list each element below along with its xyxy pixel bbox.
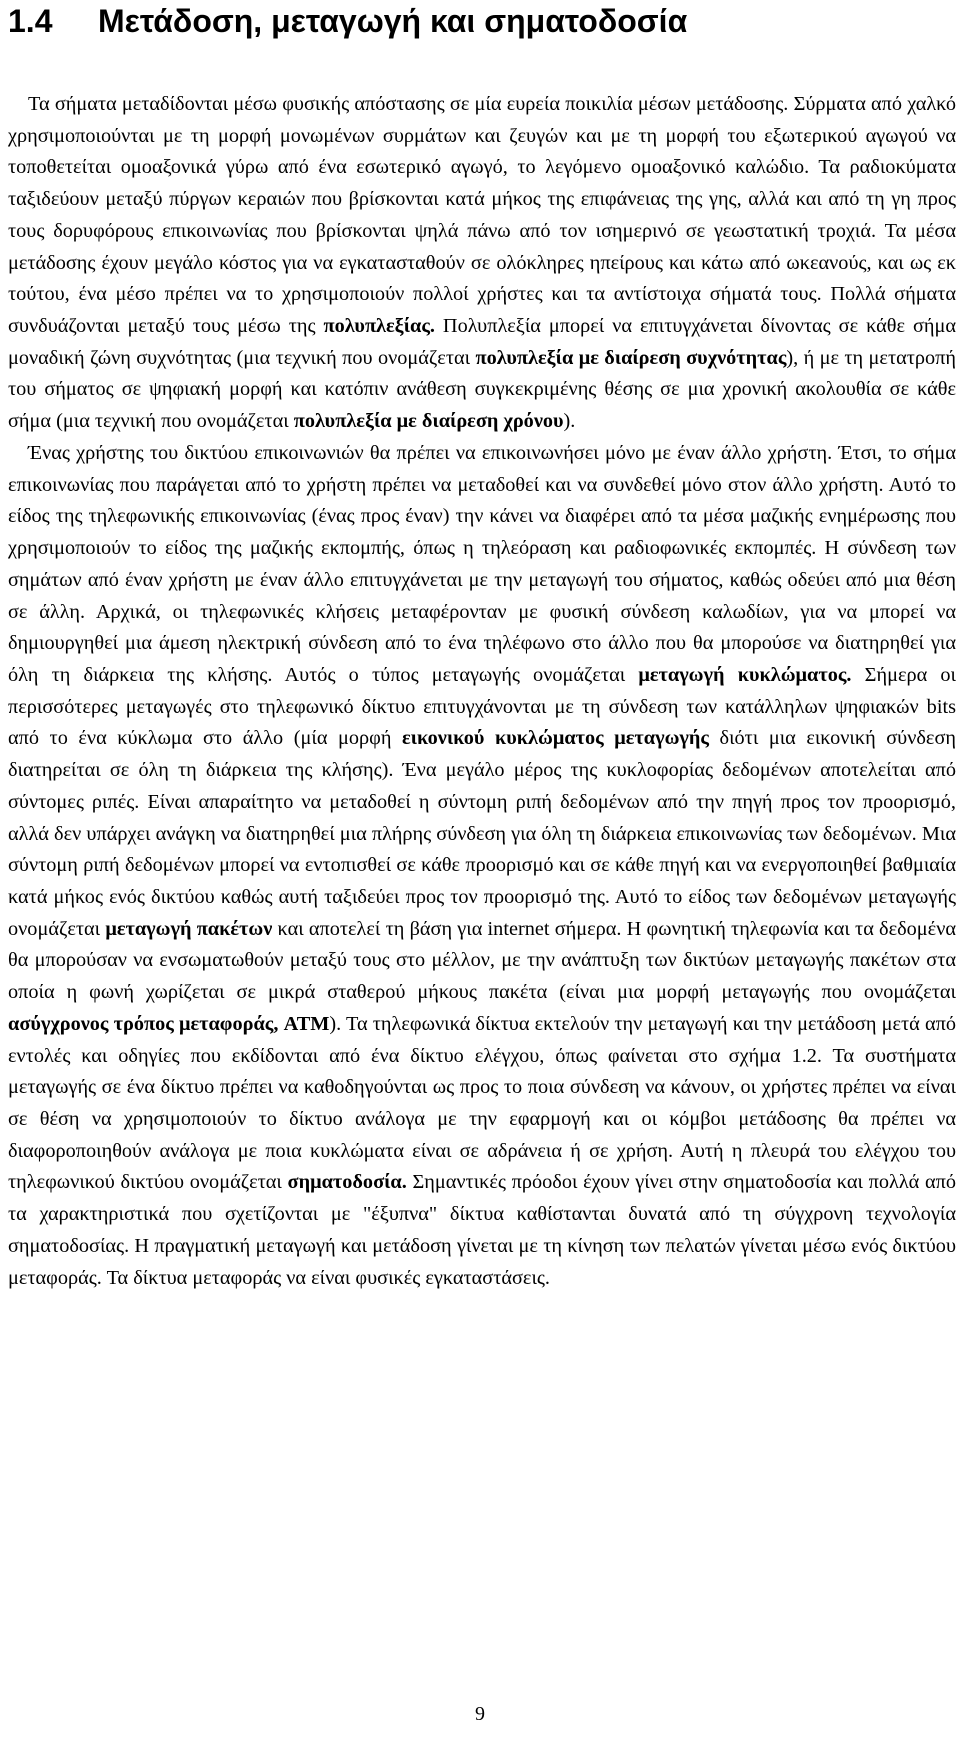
- text-run: Σημαντικές πρόοδοι έχουν γίνει στην σηματοδοσία και πολλά από τα χαρακτηριστικά που σχετίζονται με "έξυπνα" δίκτυα καθίστανται δυνατά από τη σύγχρονη τεχνολογία σηματοδοσίας. Η πραγματική μεταγωγή και μετάδοση γίνεται με τη κίνηση των πελατών γίνεται μέσω ενός δικτύου μεταφοράς. Τα δίκτυα μεταφοράς να είναι φυσικές εγκαταστάσεις.: [8, 1171, 956, 1289]
- text-run: ). Τα τηλεφωνικά δίκτυα εκτελούν την μεταγωγή και την μετάδοση μετά από εντολές και οδηγίες που εκδίδονται από ένα δίκτυο ελέγχου, όπως φαίνεται στο σχήμα 1.2. Τα συστήματα μεταγωγής σε ένα δίκτυο πρέπει να καθοδηγούνται ως προς το ποια σύνδεση να κάνουν, οι χρήστες πρέπει να είναι σε θέση να χρησιμοποιούν το δίκτυο ανάλογα με την εφαρμογή και οι κόμβοι μετάδοσης θα πρέπει να διαφοροποιηθούν ανάλογα με ποια κυκλώματα είναι σε αδράνεια ή σε χρήση. Αυτή η πλευρά του ελέγχου του τηλεφωνικού δικτύου ονομάζεται: [8, 1012, 956, 1194]
- term-signaling: σηματοδοσία.: [287, 1171, 407, 1194]
- text-run: Ένας χρήστης του δικτύου επικοινωνιών θα πρέπει να επικοινωνήσει μόνο με έναν άλλο χρήστη. Έτσι, το σήμα επικοινωνίας που παράγεται από το χρήστη πρέπει να μεταδοθεί και να συνδεθεί μόνο στον άλλο χρήστη. Αυτό το είδος της τηλεφωνικής επικοινωνίας (ένας προς έναν) την κάνει να διαφέρει από τα μέσα μαζικής ενημέρωσης που χρησιμοποιούν το είδος της μαζικής εκπομπής, όπως η τηλεόραση και ραδιοφωνικές εκπομπές. Η σύνδεση των σημάτων από έναν χρήστη με έναν άλλο επιτυγχάνεται με την μεταγωγή του σήματος, καθώς οδεύει από μια θέση σε άλλη. Αρχικά, οι τηλεφωνικές κλήσεις μεταφέρονταν με φυσική σύνδεση καλωδίων, για να μπορεί να δημιουργηθεί μια άμεση ηλεκτρική σύνδεση από το ένα τηλέφωνο στο άλλο που θα μπορούσε να διατηρηθεί για όλη τη διάρκεια της κλήσης. Αυτός ο τύπος μεταγωγής ονομάζεται: [8, 441, 956, 686]
- text-run: Σήμερα οι περισσότερες μεταγωγές στο τηλεφωνικό δίκτυο επιτυγχάνονται με τη σύνδεση των κατάλληλων ψηφιακών bits από το ένα κύκλωμα στο άλλο (μία μορφή: [8, 663, 956, 750]
- section-heading: [8, 0, 956, 49]
- paragraph-transmission: [8, 89, 956, 438]
- term-circuit-switching: μεταγωγή κυκλώματος.: [638, 663, 852, 686]
- text-run: ).: [563, 410, 576, 433]
- term-tdm: πολυπλεξία με διαίρεση χρόνου: [293, 410, 564, 433]
- text-run: διότι μια εικονική σύνδεση διατηρείται σε όλη τη διάρκεια της κλήσης). Ένα μεγάλο μέρος της κυκλοφορίας δεδομένων αποτελείται από σύντομες ριπές. Είναι απαραίτητο να μεταδοθεί η σύντομη ριπή δεδομένων από την πηγή προς τον προορισμό, αλλά δεν υπάρχει ανάγκη να διατηρηθεί μια πλήρης σύνδεση για όλη τη διάρκεια επικοινωνίας των δεδομένων. Μια σύντομη ριπή δεδομένων μπορεί να εντοπισθεί σε κάθε προορισμό και σε κάθε πηγή και να ενεργοποιηθεί βαθμιαία κατά μήκος ενός δικτύου καθώς αυτή ταξιδεύει προς τον προορισμό της. Αυτό το είδος των δεδομένων μεταγωγής ονομάζεται: [8, 727, 956, 940]
- term-packet-switching: μεταγωγή πακέτων: [105, 917, 273, 940]
- term-atm: ασύγχρονος τρόπος μεταφοράς, ATM: [8, 1012, 330, 1035]
- text-run: ), ή με τη μετατροπή του σήματος σε ψηφιακή μορφή και κατόπιν ανάθεση συγκεκριμένης θέσης σε μια χρονική ακολουθία σε κάθε σήμα (μια τεχνική που ονομάζεται: [8, 346, 956, 433]
- text-run: Τα σήματα μεταδίδονται μέσω φυσικής απόστασης σε μία ευρεία ποικιλία μέσων μετάδοσης. Σύρματα από χαλκό χρησιμοποιούνται με τη μορφή μονωμένων συρμάτων και ζευγών και με τη μορφή του εξωτερικού αγωγού να τοποθετείται ομοαξονικά γύρω από ένα εσωτερικό αγωγό, το λεγόμενο ομοαξονικό καλώδιο. Τα ραδιοκύματα ταξιδεύουν μεταξύ πύργων κεραιών που βρίσκονται κατά μήκος της επιφάνειας της γης, αλλά και από τη γη προς τους δορυφόρους επικοινωνίας που βρίσκονται ψηλά πάνω από τον ισημερινό σε γεωστατική τροχιά. Τα μέσα μετάδοσης έχουν μεγάλο κόστος για να εγκατασταθούν σε ολόκληρες ηπείρους και κάτω από ωκεανούς, και ως εκ τούτου, ένα μέσο πρέπει να το χρησιμοποιούν πολλοί χρήστες και τα αντίστοιχα σήματά τους. Πολλά σήματα συνδυάζονται μεταξύ τους μέσω της: [8, 93, 956, 338]
- term-fdm: πολυπλεξία με διαίρεση συχνότητας: [475, 346, 787, 369]
- text-run: Πολυπλεξία μπορεί να επιτυγχάνεται δίνοντας σε κάθε σήμα μοναδική ζώνη συχνότητας (μια τεχνική που ονομάζεται: [8, 315, 957, 369]
- page-number: 9: [475, 1703, 485, 1725]
- term-multiplexing: πολυπλεξίας.: [323, 315, 435, 338]
- body-text: [8, 89, 956, 1294]
- document-page: [8, 0, 956, 1294]
- section-title: Μετάδοση, μεταγωγή και σηματοδοσία: [98, 3, 688, 39]
- section-number: 1.4: [8, 3, 53, 39]
- term-virtual-circuit: εικονικού κυκλώματος μεταγωγής: [402, 727, 709, 750]
- text-run: και αποτελεί τη βάση για internet σήμερα. Η φωνητική τηλεφωνία και τα δεδομένα θα μπορούσαν να ενσωματωθούν μεταξύ τους στο μέλλον, με την ανάπτυξη των δικτύων μεταγωγής πακέτων στα οποία η φωνή χωρίζεται σε μικρά σταθερού μήκους πακέτα (είναι μια μορφή μεταγωγής που ονομάζεται: [8, 917, 956, 1004]
- paragraph-switching: [8, 438, 956, 1294]
